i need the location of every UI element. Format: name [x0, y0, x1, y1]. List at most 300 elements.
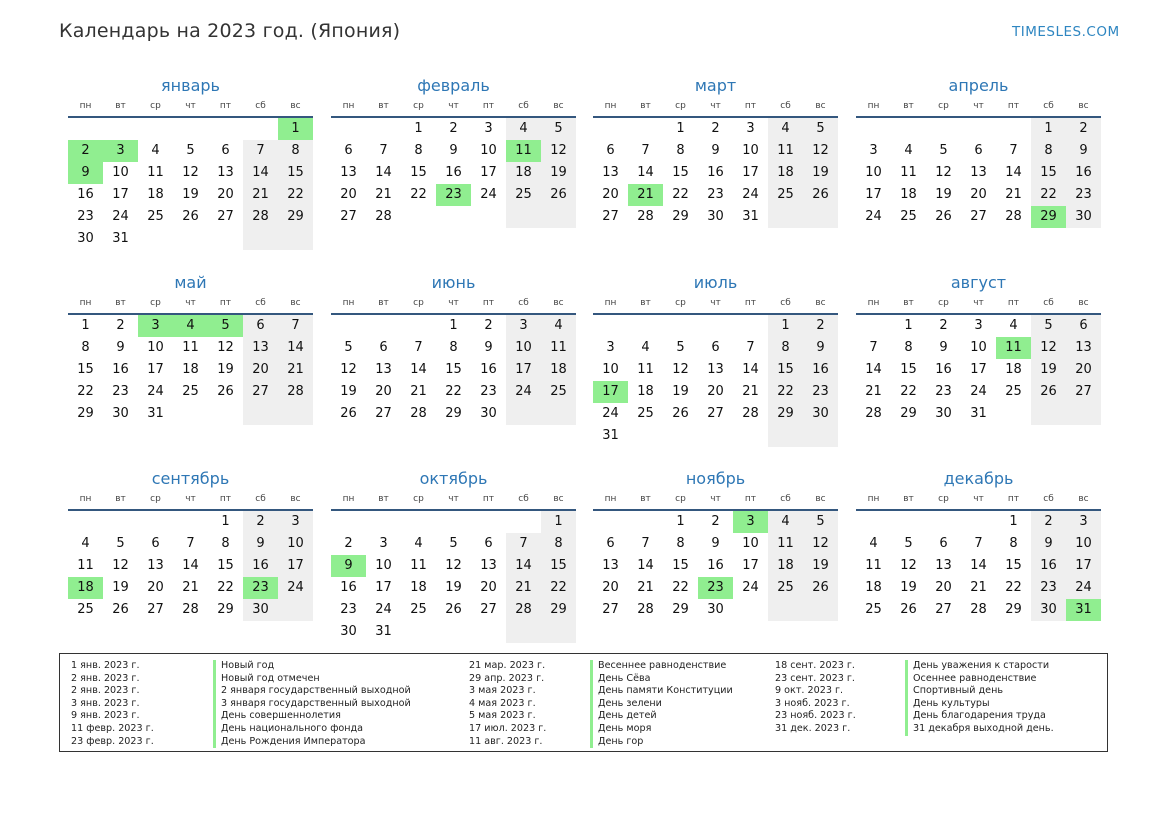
- day-cell[interactable]: 9: [1066, 140, 1101, 162]
- day-cell[interactable]: 20: [602, 187, 619, 202]
- day-cell[interactable]: 23: [935, 384, 952, 399]
- day-cell[interactable]: 23: [112, 384, 129, 399]
- day-cell[interactable]: 17: [112, 187, 129, 202]
- day-cell[interactable]: 29: [217, 602, 234, 617]
- day-cell[interactable]: 23: [1031, 577, 1066, 599]
- day-cell[interactable]: 6: [1066, 315, 1101, 337]
- day-cell[interactable]: 7: [278, 315, 313, 337]
- day-cell[interactable]: 25: [506, 184, 541, 206]
- day-cell[interactable]: 13: [147, 558, 164, 573]
- day-cell[interactable]: 12: [182, 165, 199, 180]
- day-cell[interactable]: 17: [480, 165, 497, 180]
- day-cell[interactable]: 15: [217, 558, 234, 573]
- day-cell[interactable]: 25: [147, 209, 164, 224]
- day-cell[interactable]: 18: [506, 162, 541, 184]
- day-cell[interactable]: 10: [602, 362, 619, 377]
- day-cell[interactable]: 11: [900, 165, 917, 180]
- day-cell[interactable]: 23: [1066, 184, 1101, 206]
- day-cell[interactable]: 25: [410, 602, 427, 617]
- day-cell[interactable]: 16: [935, 362, 952, 377]
- day-cell[interactable]: 4: [1009, 318, 1018, 333]
- day-cell[interactable]: 6: [974, 143, 983, 158]
- day-cell[interactable]: 20: [147, 580, 164, 595]
- day-cell[interactable]: 12: [803, 140, 838, 162]
- day-cell[interactable]: 3: [869, 143, 878, 158]
- day-cell[interactable]: 18: [900, 187, 917, 202]
- day-cell[interactable]: 4: [81, 536, 90, 551]
- day-cell[interactable]: 22: [1031, 184, 1066, 206]
- day-cell[interactable]: 1: [414, 121, 423, 136]
- day-cell[interactable]: 26: [803, 184, 838, 206]
- day-cell[interactable]: 10: [742, 143, 759, 158]
- day-cell[interactable]: 5: [116, 536, 125, 551]
- day-cell[interactable]: 15: [768, 359, 803, 381]
- day-cell[interactable]: 3: [606, 340, 615, 355]
- day-cell[interactable]: 7: [1009, 143, 1018, 158]
- day-cell[interactable]: 27: [602, 602, 619, 617]
- day-cell[interactable]: 6: [939, 536, 948, 551]
- day-cell[interactable]: 13: [375, 362, 392, 377]
- day-cell[interactable]: 25: [77, 602, 94, 617]
- day-cell[interactable]: 1: [278, 118, 313, 140]
- day-cell[interactable]: 13: [243, 337, 278, 359]
- day-cell[interactable]: 29: [278, 206, 313, 228]
- day-cell[interactable]: 25: [900, 209, 917, 224]
- day-cell[interactable]: 25: [768, 184, 803, 206]
- day-cell[interactable]: 3: [103, 140, 138, 162]
- day-cell[interactable]: 9: [68, 162, 103, 184]
- day-cell[interactable]: 12: [935, 165, 952, 180]
- day-cell[interactable]: 11: [410, 558, 427, 573]
- day-cell[interactable]: 24: [147, 384, 164, 399]
- day-cell[interactable]: 7: [186, 536, 195, 551]
- day-cell[interactable]: 1: [221, 514, 230, 529]
- day-cell[interactable]: 10: [742, 536, 759, 551]
- day-cell[interactable]: 8: [278, 140, 313, 162]
- day-cell[interactable]: 29: [900, 406, 917, 421]
- day-cell[interactable]: 17: [147, 362, 164, 377]
- day-cell[interactable]: 19: [112, 580, 129, 595]
- day-cell[interactable]: 3: [1066, 511, 1101, 533]
- day-cell[interactable]: 14: [970, 558, 987, 573]
- day-cell[interactable]: 1: [676, 514, 685, 529]
- day-cell[interactable]: 17: [742, 165, 759, 180]
- day-cell[interactable]: 26: [445, 602, 462, 617]
- day-cell[interactable]: 12: [541, 140, 576, 162]
- day-cell[interactable]: 2: [449, 121, 458, 136]
- day-cell[interactable]: 8: [414, 143, 423, 158]
- day-cell[interactable]: 11: [541, 337, 576, 359]
- day-cell[interactable]: 15: [672, 558, 689, 573]
- day-cell[interactable]: 14: [375, 165, 392, 180]
- day-cell[interactable]: 30: [340, 624, 357, 639]
- day-cell[interactable]: 3: [278, 511, 313, 533]
- day-cell[interactable]: 21: [628, 184, 663, 206]
- day-cell[interactable]: 9: [449, 143, 458, 158]
- site-link[interactable]: TIMESLES.COM: [1012, 24, 1120, 40]
- day-cell[interactable]: 6: [606, 143, 615, 158]
- day-cell[interactable]: 28: [243, 206, 278, 228]
- day-cell[interactable]: 3: [506, 315, 541, 337]
- day-cell[interactable]: 7: [243, 140, 278, 162]
- day-cell[interactable]: 17: [593, 381, 628, 403]
- day-cell[interactable]: 20: [480, 580, 497, 595]
- day-cell[interactable]: 23: [803, 381, 838, 403]
- day-cell[interactable]: 22: [77, 384, 94, 399]
- day-cell[interactable]: 15: [410, 165, 427, 180]
- day-cell[interactable]: 2: [243, 511, 278, 533]
- day-cell[interactable]: 20: [375, 384, 392, 399]
- day-cell[interactable]: 29: [541, 599, 576, 621]
- day-cell[interactable]: 30: [707, 209, 724, 224]
- day-cell[interactable]: 5: [186, 143, 195, 158]
- day-cell[interactable]: 9: [711, 536, 720, 551]
- day-cell[interactable]: 26: [182, 209, 199, 224]
- day-cell[interactable]: 13: [1066, 337, 1101, 359]
- day-cell[interactable]: 1: [1031, 118, 1066, 140]
- day-cell[interactable]: 17: [865, 187, 882, 202]
- day-cell[interactable]: 21: [506, 577, 541, 599]
- day-cell[interactable]: 10: [480, 143, 497, 158]
- day-cell[interactable]: 2: [711, 121, 720, 136]
- day-cell[interactable]: 28: [375, 209, 392, 224]
- day-cell[interactable]: 23: [436, 184, 471, 206]
- day-cell[interactable]: 24: [970, 384, 987, 399]
- day-cell[interactable]: 19: [900, 580, 917, 595]
- day-cell[interactable]: 14: [1005, 165, 1022, 180]
- day-cell[interactable]: 25: [768, 577, 803, 599]
- day-cell[interactable]: 20: [707, 384, 724, 399]
- day-cell[interactable]: 2: [484, 318, 493, 333]
- day-cell[interactable]: 23: [243, 577, 278, 599]
- day-cell[interactable]: 21: [637, 580, 654, 595]
- day-cell[interactable]: 25: [1005, 384, 1022, 399]
- day-cell[interactable]: 27: [1066, 381, 1101, 403]
- day-cell[interactable]: 4: [904, 143, 913, 158]
- day-cell[interactable]: 1: [904, 318, 913, 333]
- day-cell[interactable]: 2: [68, 140, 103, 162]
- day-cell[interactable]: 13: [602, 558, 619, 573]
- day-cell[interactable]: 23: [480, 384, 497, 399]
- day-cell[interactable]: 27: [602, 209, 619, 224]
- day-cell[interactable]: 15: [672, 165, 689, 180]
- day-cell[interactable]: 12: [803, 533, 838, 555]
- day-cell[interactable]: 11: [506, 140, 541, 162]
- day-cell[interactable]: 15: [278, 162, 313, 184]
- day-cell[interactable]: 6: [379, 340, 388, 355]
- day-cell[interactable]: 2: [116, 318, 125, 333]
- day-cell[interactable]: 29: [445, 406, 462, 421]
- day-cell[interactable]: 10: [147, 340, 164, 355]
- day-cell[interactable]: 16: [707, 558, 724, 573]
- day-cell[interactable]: 11: [996, 337, 1031, 359]
- day-cell[interactable]: 16: [340, 580, 357, 595]
- day-cell[interactable]: 13: [970, 165, 987, 180]
- day-cell[interactable]: 27: [375, 406, 392, 421]
- day-cell[interactable]: 8: [1009, 536, 1018, 551]
- day-cell[interactable]: 10: [1066, 533, 1101, 555]
- day-cell[interactable]: 15: [77, 362, 94, 377]
- day-cell[interactable]: 3: [484, 121, 493, 136]
- day-cell[interactable]: 28: [742, 406, 759, 421]
- day-cell[interactable]: 5: [939, 143, 948, 158]
- day-cell[interactable]: 24: [1066, 577, 1101, 599]
- day-cell[interactable]: 9: [484, 340, 493, 355]
- day-cell[interactable]: 27: [970, 209, 987, 224]
- day-cell[interactable]: 19: [217, 362, 234, 377]
- day-cell[interactable]: 6: [221, 143, 230, 158]
- day-cell[interactable]: 23: [707, 187, 724, 202]
- day-cell[interactable]: 26: [112, 602, 129, 617]
- day-cell[interactable]: 18: [182, 362, 199, 377]
- day-cell[interactable]: 22: [410, 187, 427, 202]
- day-cell[interactable]: 16: [243, 555, 278, 577]
- day-cell[interactable]: 7: [506, 533, 541, 555]
- day-cell[interactable]: 17: [1066, 555, 1101, 577]
- day-cell[interactable]: 13: [217, 165, 234, 180]
- day-cell[interactable]: 30: [1066, 206, 1101, 228]
- day-cell[interactable]: 31: [147, 406, 164, 421]
- day-cell[interactable]: 19: [541, 162, 576, 184]
- day-cell[interactable]: 13: [935, 558, 952, 573]
- day-cell[interactable]: 25: [865, 602, 882, 617]
- day-cell[interactable]: 26: [541, 184, 576, 206]
- day-cell[interactable]: 12: [672, 362, 689, 377]
- day-cell[interactable]: 17: [375, 580, 392, 595]
- day-cell[interactable]: 30: [480, 406, 497, 421]
- day-cell[interactable]: 30: [243, 599, 278, 621]
- day-cell[interactable]: 6: [484, 536, 493, 551]
- day-cell[interactable]: 26: [803, 577, 838, 599]
- day-cell[interactable]: 14: [410, 362, 427, 377]
- day-cell[interactable]: 10: [506, 337, 541, 359]
- day-cell[interactable]: 20: [970, 187, 987, 202]
- day-cell[interactable]: 20: [602, 580, 619, 595]
- day-cell[interactable]: 21: [182, 580, 199, 595]
- day-cell[interactable]: 15: [1005, 558, 1022, 573]
- day-cell[interactable]: 6: [606, 536, 615, 551]
- day-cell[interactable]: 29: [1031, 206, 1066, 228]
- day-cell[interactable]: 13: [602, 165, 619, 180]
- day-cell[interactable]: 27: [243, 381, 278, 403]
- day-cell[interactable]: 28: [637, 209, 654, 224]
- day-cell[interactable]: 27: [707, 406, 724, 421]
- day-cell[interactable]: 5: [803, 118, 838, 140]
- day-cell[interactable]: 9: [711, 143, 720, 158]
- day-cell[interactable]: 30: [1031, 599, 1066, 621]
- day-cell[interactable]: 10: [375, 558, 392, 573]
- day-cell[interactable]: 2: [711, 514, 720, 529]
- day-cell[interactable]: 5: [344, 340, 353, 355]
- day-cell[interactable]: 12: [1031, 337, 1066, 359]
- day-cell[interactable]: 19: [340, 384, 357, 399]
- day-cell[interactable]: 31: [742, 209, 759, 224]
- day-cell[interactable]: 27: [935, 602, 952, 617]
- day-cell[interactable]: 20: [243, 359, 278, 381]
- day-cell[interactable]: 18: [637, 384, 654, 399]
- day-cell[interactable]: 20: [1066, 359, 1101, 381]
- day-cell[interactable]: 24: [602, 406, 619, 421]
- day-cell[interactable]: 27: [217, 209, 234, 224]
- day-cell[interactable]: 7: [869, 340, 878, 355]
- day-cell[interactable]: 11: [865, 558, 882, 573]
- day-cell[interactable]: 24: [742, 580, 759, 595]
- day-cell[interactable]: 24: [506, 381, 541, 403]
- day-cell[interactable]: 4: [641, 340, 650, 355]
- day-cell[interactable]: 13: [340, 165, 357, 180]
- day-cell[interactable]: 12: [900, 558, 917, 573]
- day-cell[interactable]: 15: [1031, 162, 1066, 184]
- day-cell[interactable]: 14: [243, 162, 278, 184]
- day-cell[interactable]: 21: [278, 359, 313, 381]
- day-cell[interactable]: 18: [147, 187, 164, 202]
- day-cell[interactable]: 18: [865, 580, 882, 595]
- day-cell[interactable]: 22: [900, 384, 917, 399]
- day-cell[interactable]: 14: [278, 337, 313, 359]
- day-cell[interactable]: 12: [340, 362, 357, 377]
- day-cell[interactable]: 20: [340, 187, 357, 202]
- day-cell[interactable]: 8: [768, 337, 803, 359]
- day-cell[interactable]: 26: [217, 384, 234, 399]
- day-cell[interactable]: 2: [344, 536, 353, 551]
- day-cell[interactable]: 21: [742, 384, 759, 399]
- day-cell[interactable]: 2: [939, 318, 948, 333]
- day-cell[interactable]: 16: [1066, 162, 1101, 184]
- day-cell[interactable]: 16: [480, 362, 497, 377]
- day-cell[interactable]: 4: [768, 118, 803, 140]
- day-cell[interactable]: 21: [375, 187, 392, 202]
- day-cell[interactable]: 24: [742, 187, 759, 202]
- day-cell[interactable]: 19: [672, 384, 689, 399]
- day-cell[interactable]: 11: [637, 362, 654, 377]
- day-cell[interactable]: 19: [445, 580, 462, 595]
- day-cell[interactable]: 17: [742, 558, 759, 573]
- day-cell[interactable]: 18: [1005, 362, 1022, 377]
- day-cell[interactable]: 29: [77, 406, 94, 421]
- day-cell[interactable]: 14: [506, 555, 541, 577]
- day-cell[interactable]: 27: [147, 602, 164, 617]
- day-cell[interactable]: 24: [112, 209, 129, 224]
- day-cell[interactable]: 30: [803, 403, 838, 425]
- day-cell[interactable]: 8: [676, 143, 685, 158]
- day-cell[interactable]: 21: [865, 384, 882, 399]
- day-cell[interactable]: 1: [768, 315, 803, 337]
- day-cell[interactable]: 11: [768, 140, 803, 162]
- day-cell[interactable]: 8: [221, 536, 230, 551]
- day-cell[interactable]: 14: [637, 165, 654, 180]
- day-cell[interactable]: 28: [865, 406, 882, 421]
- day-cell[interactable]: 17: [970, 362, 987, 377]
- day-cell[interactable]: 9: [331, 555, 366, 577]
- day-cell[interactable]: 28: [970, 602, 987, 617]
- day-cell[interactable]: 5: [1031, 315, 1066, 337]
- day-cell[interactable]: 24: [375, 602, 392, 617]
- day-cell[interactable]: 8: [676, 536, 685, 551]
- day-cell[interactable]: 4: [506, 118, 541, 140]
- day-cell[interactable]: 9: [243, 533, 278, 555]
- day-cell[interactable]: 1: [449, 318, 458, 333]
- day-cell[interactable]: 3: [379, 536, 388, 551]
- day-cell[interactable]: 16: [803, 359, 838, 381]
- day-cell[interactable]: 11: [768, 533, 803, 555]
- day-cell[interactable]: 12: [445, 558, 462, 573]
- day-cell[interactable]: 28: [278, 381, 313, 403]
- day-cell[interactable]: 10: [278, 533, 313, 555]
- day-cell[interactable]: 27: [480, 602, 497, 617]
- day-cell[interactable]: 4: [414, 536, 423, 551]
- day-cell[interactable]: 7: [746, 340, 755, 355]
- day-cell[interactable]: 10: [112, 165, 129, 180]
- day-cell[interactable]: 24: [278, 577, 313, 599]
- day-cell[interactable]: 2: [803, 315, 838, 337]
- day-cell[interactable]: 29: [672, 602, 689, 617]
- day-cell[interactable]: 22: [768, 381, 803, 403]
- day-cell[interactable]: 29: [768, 403, 803, 425]
- day-cell[interactable]: 17: [506, 359, 541, 381]
- day-cell[interactable]: 22: [672, 187, 689, 202]
- day-cell[interactable]: 7: [641, 536, 650, 551]
- day-cell[interactable]: 25: [541, 381, 576, 403]
- day-cell[interactable]: 19: [803, 555, 838, 577]
- day-cell[interactable]: 9: [116, 340, 125, 355]
- day-cell[interactable]: 15: [541, 555, 576, 577]
- day-cell[interactable]: 26: [935, 209, 952, 224]
- day-cell[interactable]: 25: [637, 406, 654, 421]
- day-cell[interactable]: 3: [138, 315, 173, 337]
- day-cell[interactable]: 11: [182, 340, 199, 355]
- day-cell[interactable]: 14: [637, 558, 654, 573]
- day-cell[interactable]: 9: [803, 337, 838, 359]
- day-cell[interactable]: 23: [77, 209, 94, 224]
- day-cell[interactable]: 24: [480, 187, 497, 202]
- day-cell[interactable]: 22: [278, 184, 313, 206]
- day-cell[interactable]: 15: [900, 362, 917, 377]
- day-cell[interactable]: 31: [112, 231, 129, 246]
- day-cell[interactable]: 9: [939, 340, 948, 355]
- day-cell[interactable]: 16: [707, 165, 724, 180]
- day-cell[interactable]: 1: [541, 511, 576, 533]
- day-cell[interactable]: 5: [208, 315, 243, 337]
- day-cell[interactable]: 21: [243, 184, 278, 206]
- day-cell[interactable]: 16: [445, 165, 462, 180]
- day-cell[interactable]: 19: [182, 187, 199, 202]
- day-cell[interactable]: 3: [733, 511, 768, 533]
- day-cell[interactable]: 13: [707, 362, 724, 377]
- day-cell[interactable]: 19: [935, 187, 952, 202]
- day-cell[interactable]: 30: [112, 406, 129, 421]
- day-cell[interactable]: 5: [904, 536, 913, 551]
- day-cell[interactable]: 10: [970, 340, 987, 355]
- day-cell[interactable]: 4: [768, 511, 803, 533]
- day-cell[interactable]: 18: [768, 162, 803, 184]
- day-cell[interactable]: 25: [182, 384, 199, 399]
- day-cell[interactable]: 30: [77, 231, 94, 246]
- day-cell[interactable]: 4: [869, 536, 878, 551]
- day-cell[interactable]: 18: [768, 555, 803, 577]
- day-cell[interactable]: 6: [151, 536, 160, 551]
- day-cell[interactable]: 16: [112, 362, 129, 377]
- day-cell[interactable]: 16: [77, 187, 94, 202]
- day-cell[interactable]: 12: [217, 340, 234, 355]
- day-cell[interactable]: 24: [865, 209, 882, 224]
- day-cell[interactable]: 8: [449, 340, 458, 355]
- day-cell[interactable]: 30: [935, 406, 952, 421]
- day-cell[interactable]: 3: [746, 121, 755, 136]
- day-cell[interactable]: 7: [974, 536, 983, 551]
- day-cell[interactable]: 21: [1005, 187, 1022, 202]
- day-cell[interactable]: 7: [641, 143, 650, 158]
- day-cell[interactable]: 22: [1005, 580, 1022, 595]
